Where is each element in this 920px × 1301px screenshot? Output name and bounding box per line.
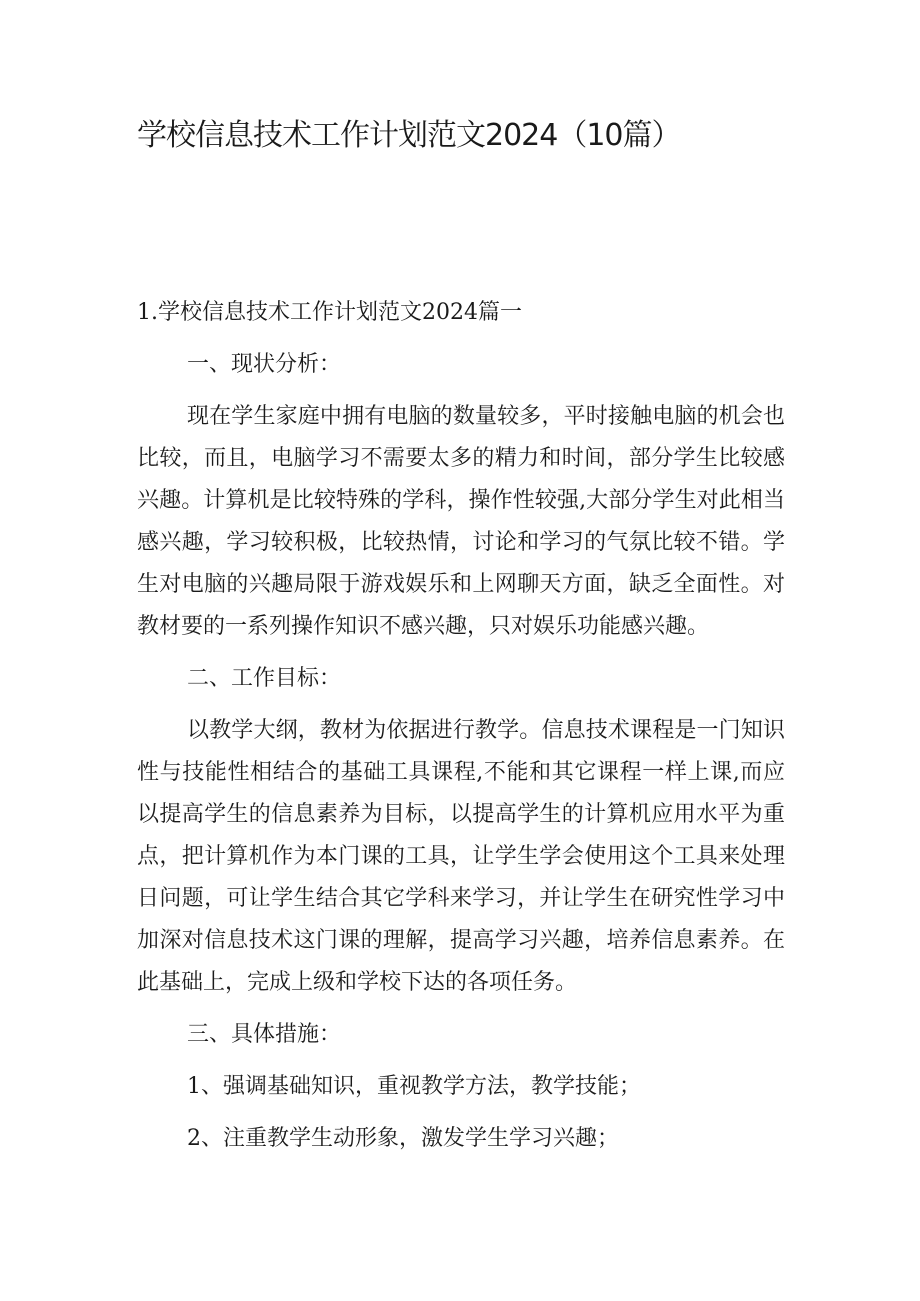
paragraph-work-goals: 以教学大纲，教材为依据进行教学。信息技术课程是一门知识性与技能性相结合的基础工具课程,不能和其它课程一样上课,而应以提高学生的信息素养为目标，以提高学生的计算机应用水平为重点，把计算机作为本门课的工具，让学生学会使用这个工具来处理日问题，可让学生结合其它学科来学习，并让学生在研究性学习中加深对信息技术这门课的理解，提高学习兴趣，培养信息素养。在此基础上，完成上级和学校下达的各项任务。 <box>137 718 785 995</box>
measure-item-1: 1、强调基础知识，重视教学方法，教学技能； <box>187 1074 641 1099</box>
paragraph-current-analysis: 现在学生家庭中拥有电脑的数量较多，平时接触电脑的机会也比较，而且，电脑学习不需要太多的精力和时间，部分学生比较感兴趣。计算机是比较特殊的学科，操作性较强,大部分学生对此相当感兴趣，学习较积极，比较热情，讨论和学习的气氛比较不错。学生对电脑的兴趣局限于游戏娱乐和上网聊天方面，缺乏全面性。对教材要的一系列操作知识不感兴趣，只对娱乐功能感兴趣。 <box>137 404 785 639</box>
subheading-work-goals: 二、工作目标： <box>187 666 342 691</box>
subheading-specific-measures: 三、具体措施： <box>187 1022 342 1047</box>
document-title: 学校信息技术工作计划范文2024（10篇） <box>137 118 681 153</box>
subheading-current-analysis: 一、现状分析： <box>187 352 342 377</box>
section-heading: 1.学校信息技术工作计划范文2024篇一 <box>137 300 522 325</box>
measure-item-2: 2、注重教学生动形象，激发学生学习兴趣； <box>187 1126 619 1151</box>
document-body <box>137 292 785 1170</box>
